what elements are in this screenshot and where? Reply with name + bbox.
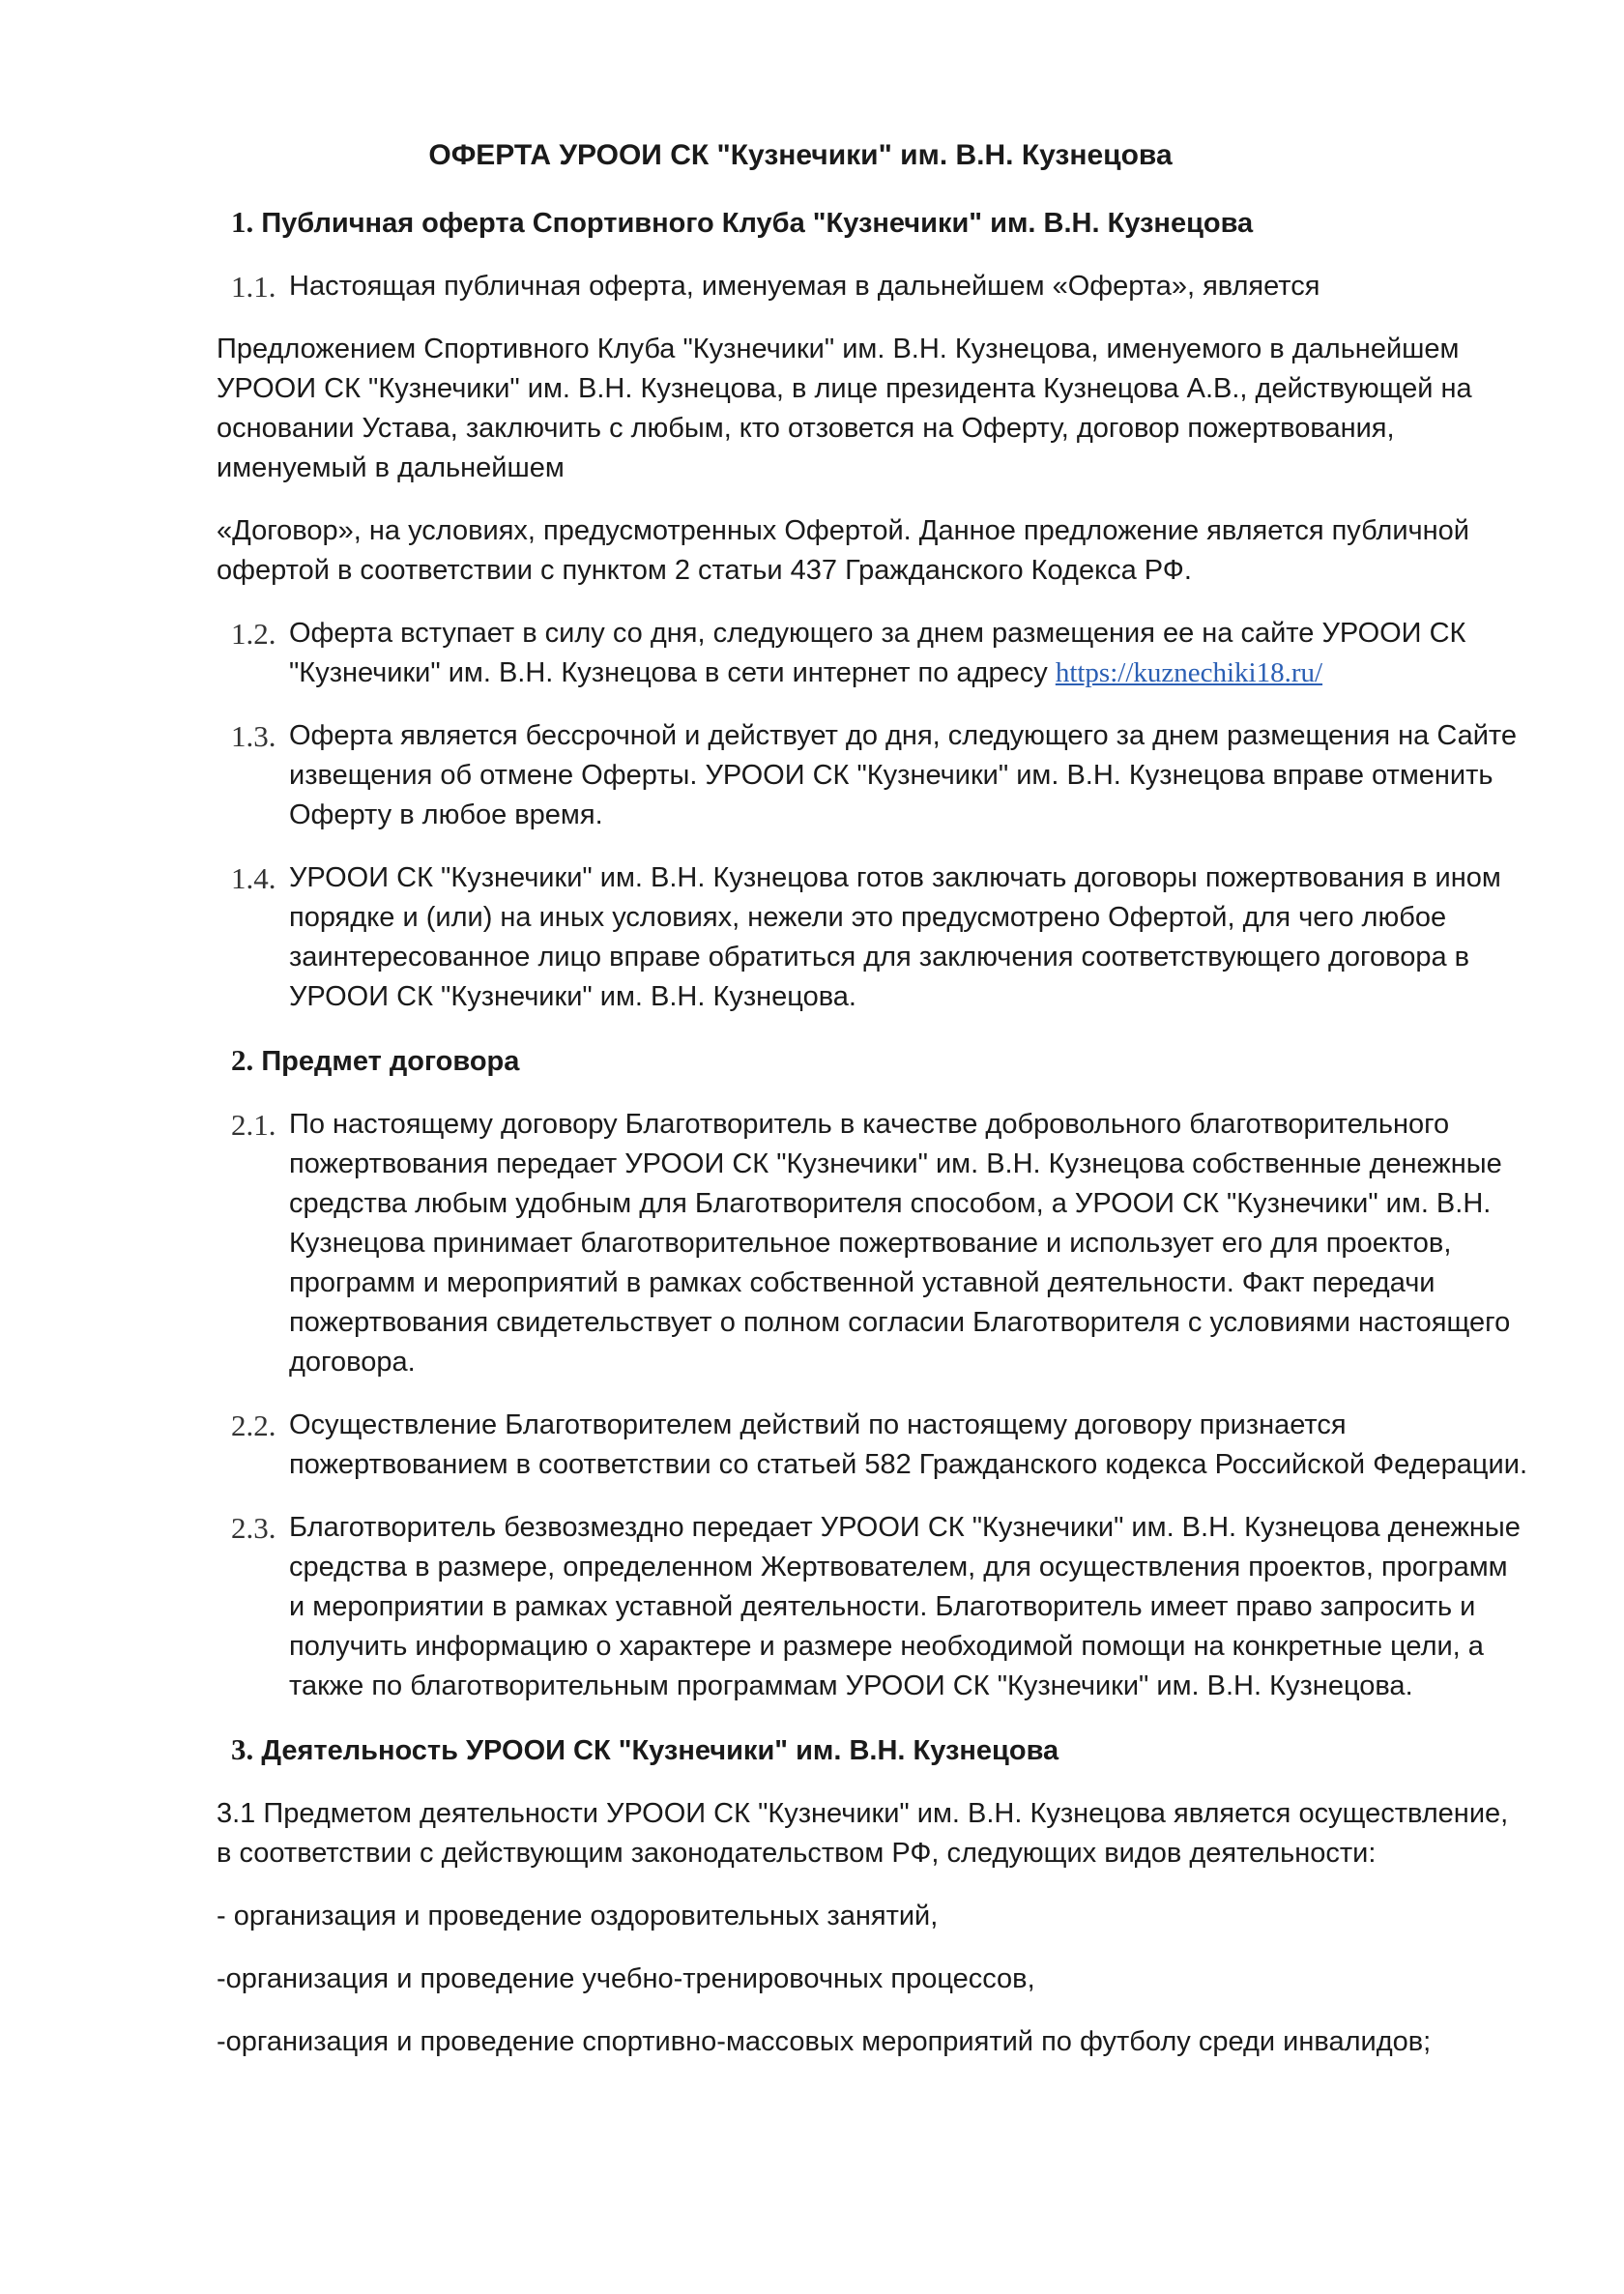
clause-number: 2.2. xyxy=(231,1408,276,1442)
clause-number: 2.1. xyxy=(231,1108,276,1142)
clause-2-1 xyxy=(231,1105,1527,1382)
document-title: ОФЕРТА УРООИ СК "Кузнечики" им. В.Н. Кузнецова xyxy=(428,139,1173,171)
section-3-heading xyxy=(231,1729,1527,1771)
clause-1-3 xyxy=(231,716,1527,835)
clause-number: 2.3. xyxy=(231,1511,276,1545)
clause-text: УРООИ СК "Кузнечики" им. В.Н. Кузнецова готов заключать договоры пожертвования в ином порядке и (или) на иных условиях, нежели это предусмотрено Офертой, для чего любое заинтересованное лицо вправе обратиться для заключения соответствующего договора в УРООИ СК "Кузнечики" им. В.Н. Кузнецова. xyxy=(289,862,1501,1012)
list-item: - организация и проведение оздоровительных занятий, xyxy=(217,1901,939,1931)
clause-text-wrapper xyxy=(289,614,1527,693)
clause-text: По настоящему договору Благотворитель в качестве добровольного благотворительного пожертвования передает УРООИ СК "Кузнечики" им. В.Н. Кузнецова собственные денежные средства любым удобным для Благотворителя способом, а УРООИ СК "Кузнечики" им. В.Н. Кузнецова принимает благотворительное пожертвование и использует его для проектов, программ и мероприятий в рамках собственной уставной деятельности. Факт передачи пожертвования свидетельствует о полном согласии Благотворителя с условиями настоящего договора. xyxy=(289,1109,1511,1378)
clause-text: Оферта вступает в силу со дня, следующего за днем размещения ее на сайте УРООИ СК "Кузнечики" им. В.Н. Кузнецова в сети интернет по адресу xyxy=(289,618,1466,688)
clause-2-3 xyxy=(231,1508,1527,1706)
website-link[interactable]: https://kuznechiki18.ru/ xyxy=(1055,657,1323,688)
section-1-number: 1. xyxy=(231,205,254,239)
section-1-heading xyxy=(231,202,1527,244)
section-2-heading xyxy=(231,1040,1527,1082)
list-item: -организация и проведение учебно-тренировочных процессов, xyxy=(217,1963,1035,1994)
paragraph: «Договор», на условиях, предусмотренных Офертой. Данное предложение является публичной офертой в соответствии с пунктом 2 статьи 437 Гражданского Кодекса РФ. xyxy=(217,515,1469,586)
clause-1-1 xyxy=(231,267,1527,306)
clause-2-2 xyxy=(231,1406,1527,1485)
clause-text: Настоящая публичная оферта, именуемая в дальнейшем «Оферта», является xyxy=(289,271,1320,302)
clause-text: Осуществление Благотворителем действий по настоящему договору признается пожертвованием в соответствии со статьей 582 Гражданского кодекса Российской Федерации. xyxy=(289,1409,1527,1480)
clause-1-2 xyxy=(231,614,1527,693)
clause-1-4 xyxy=(231,858,1527,1017)
clause-number: 1.4. xyxy=(231,861,276,895)
paragraph: Предложением Спортивного Клуба "Кузнечики" им. В.Н. Кузнецова, именуемого в дальнейшем УРООИ СК "Кузнечики" им. В.Н. Кузнецова, в лице президента Кузнецова А.В., действующей на основании Устава, заключить с любым, кто отзовется на Оферту, договор пожертвования, именуемый в дальнейшем xyxy=(217,334,1472,483)
clause-number: 1.1. xyxy=(231,270,276,304)
section-2-title: Предмет договора xyxy=(261,1046,520,1077)
section-2-number: 2. xyxy=(231,1043,254,1077)
section-3-title: Деятельность УРООИ СК "Кузнечики" им. В.Н. Кузнецова xyxy=(261,1735,1059,1766)
clause-number: 1.3. xyxy=(231,719,276,753)
clause-text: Благотворитель безвозмездно передает УРООИ СК "Кузнечики" им. В.Н. Кузнецова денежные средства в размере, определенном Жертвователем, для осуществления проектов, программ и мероприятии в рамках уставной деятельности. Благотворитель имеет право запросить и получить информацию о характере и размере необходимой помощи на конкретные цели, а также по благотворительным программам УРООИ СК "Кузнечики" им. В.Н. Кузнецова. xyxy=(289,1512,1521,1701)
paragraph: 3.1 Предметом деятельности УРООИ СК "Кузнечики" им. В.Н. Кузнецова является осуществление, в соответствии с действующим законодательством РФ, следующих видов деятельности: xyxy=(217,1798,1509,1869)
section-1-title: Публичная оферта Спортивного Клуба "Кузнечики" им. В.Н. Кузнецова xyxy=(261,208,1254,239)
clause-number: 1.2. xyxy=(231,617,276,651)
list-item: -организация и проведение спортивно-массовых мероприятий по футболу среди инвалидов; xyxy=(217,2026,1432,2057)
section-3-number: 3. xyxy=(231,1732,254,1766)
clause-text: Оферта является бессрочной и действует до дня, следующего за днем размещения на Сайте извещения об отмене Оферты. УРООИ СК "Кузнечики" им. В.Н. Кузнецова вправе отменить Оферту в любое время. xyxy=(289,720,1517,830)
